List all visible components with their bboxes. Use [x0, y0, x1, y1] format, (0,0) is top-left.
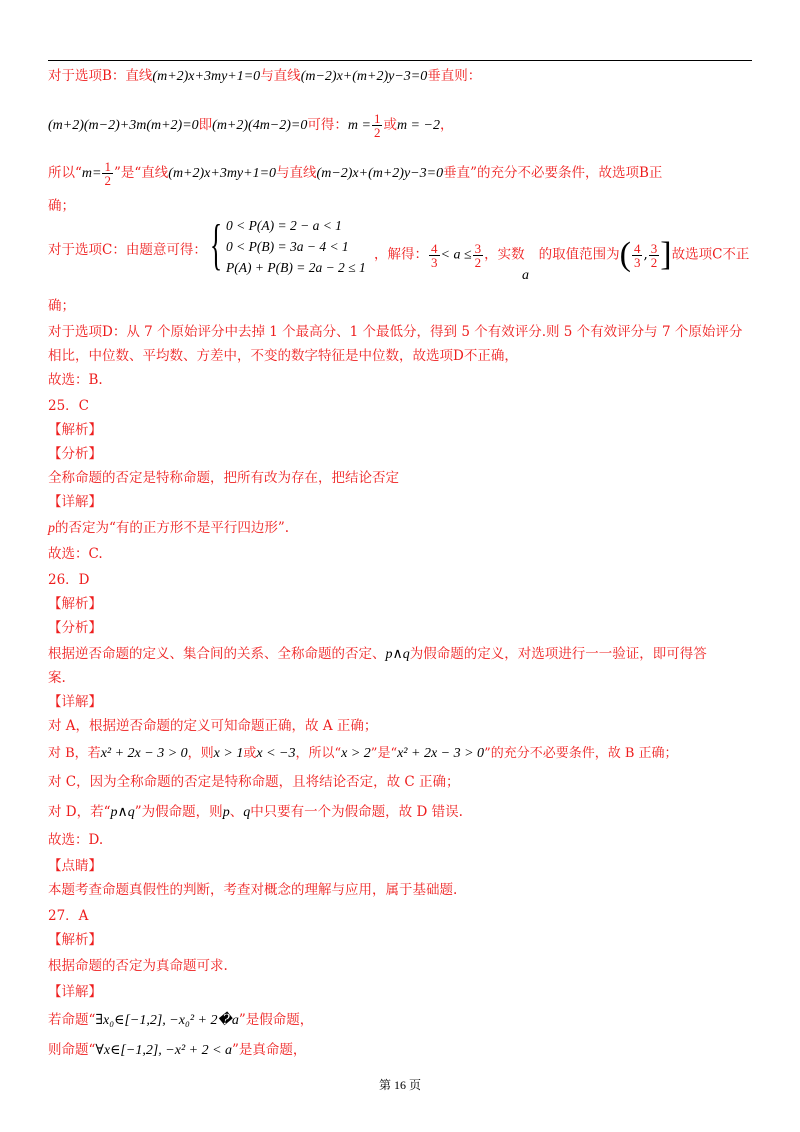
q26-b3: 或 [243, 746, 257, 761]
math-b-x1: x > 1 [213, 746, 244, 761]
ineq-row-3: P(A) + P(B) = 2a − 2 ≤ 1 [226, 260, 366, 275]
q26-b4: ，所以“ [295, 746, 342, 761]
q27-l2a: 则命题“ [48, 1042, 96, 1058]
q25-xiangjie: 【详解】 [48, 494, 102, 510]
text-kede: 可得： [307, 117, 348, 133]
text-huo: 或 [383, 117, 397, 133]
ineq-row-2: 0 < P(B) = 3a − 4 < 1 [226, 239, 349, 254]
math-m-neg2: m = −2 [396, 118, 440, 133]
q27-jiexi: 【解析】 [48, 932, 102, 948]
fraction-lo-2 [632, 242, 643, 269]
page-footer: 第 16 页 [378, 1078, 421, 1092]
right-bracket: ] [660, 236, 672, 273]
q26-option-a: 对 A，根据逆否命题的定义可知命题正确，故 A 正确； [48, 718, 378, 734]
q25-detail: 的否定为“有的正方形不是平行四边形”. [55, 520, 290, 536]
text-shishu: ，实数 [484, 246, 525, 263]
math-m-eq2: m= [81, 166, 102, 181]
math-b-x2: x < −3 [256, 746, 296, 761]
q27-l1b: ”是假命题， [238, 1012, 314, 1028]
q27-xiangjie: 【详解】 [48, 984, 102, 1000]
fraction-half [372, 112, 383, 139]
frac-num: 1 [373, 111, 381, 126]
frac-den: 2 [474, 254, 482, 270]
math-q27-l1: ∃x₀∈[−1,2], −x₀² + 2�a [95, 1013, 239, 1028]
math-b-ineq2: x² + 2x − 3 > 0 [397, 746, 485, 761]
optC-intro: 对于选项C：由题意可得： [48, 242, 207, 258]
math-d-p: p [222, 805, 230, 820]
math-line1: (m+2)x+3my+1=0 [152, 69, 261, 84]
optD-line-2: 相比，中位数、平均数、方差中，不变的数字特征是中位数，故选项D不正确， [48, 348, 518, 364]
optB-with: 与直线 [260, 68, 301, 84]
q25-fenxi: 【分析】 [48, 446, 102, 462]
optC-line-2 [48, 296, 752, 316]
q27-line-2 [48, 1040, 752, 1061]
text-suoyi: 所以“ [48, 165, 82, 181]
text-conclusion2: 确； [48, 198, 75, 214]
q27-line-1 [48, 1010, 752, 1031]
math-d-q: q [243, 805, 251, 820]
q26-option-d [48, 802, 752, 823]
q26-fenxi-b: 为假命题的定义，对选项进行一一验证，即可得答 [409, 646, 707, 662]
math-pq: p∧q [385, 647, 410, 662]
math-m-eq: m = [347, 118, 371, 133]
q26-option-c: 对 C，因为全称命题的否定是特称命题，且将结论否定，故 C 正确； [48, 774, 460, 790]
q26-jiexi: 【解析】 [48, 596, 102, 612]
optB-line-2 [48, 112, 752, 139]
optB-line-3 [48, 160, 752, 187]
math-q27-l2: ∀x∈[−1,2], −x² + 2 < a [95, 1043, 233, 1058]
math-line2: (m−2)x+(m+2)y−3=0 [300, 69, 428, 84]
math-line1b: (m+2)x+3my+1=0 [168, 166, 277, 181]
math-p: p [48, 521, 55, 536]
system-of-inequalities [210, 216, 370, 280]
math-ineq: < a ≤ [440, 247, 472, 263]
text-conclusion: 垂直”的充分不必要条件，故选项B正 [443, 165, 663, 181]
q26-dianjing-text: 本题考查命题真假性的判断，考查对概念的理解与应用，属于基础题. [48, 882, 458, 898]
frac-num: 4 [633, 240, 641, 256]
q27-l1a: 若命题“ [48, 1012, 96, 1028]
fraction-lo [429, 242, 440, 269]
q27-jiexi-text: 根据命题的否定为真命题可求. [48, 958, 228, 974]
q25-answer: 故选：C. [48, 546, 103, 562]
optD-answer: 故选：B. [48, 372, 103, 388]
math-eq1: (m+2)(m−2)+3m(m+2)=0 [48, 118, 199, 133]
text-sep: , [643, 246, 648, 263]
math-line2b: (m−2)x+(m+2)y−3=0 [316, 166, 444, 181]
q26-option-b [48, 744, 752, 764]
frac-den: 2 [650, 254, 658, 270]
text-ji: 即 [198, 117, 213, 133]
q26-d4: 中只要有一个为假命题，故 D 错误. [250, 804, 463, 820]
math-d-pq: p∧q [110, 805, 135, 820]
q26-d1: 对 D，若“ [48, 804, 111, 820]
frac-den: 2 [104, 173, 111, 188]
fraction-half-2 [102, 160, 113, 187]
q26-fenxi-line [48, 644, 752, 665]
text-tail2: 确； [48, 298, 75, 314]
text-shi: ”是“直线 [113, 165, 169, 181]
text-with2: 与直线 [276, 165, 317, 181]
optB-line-1 [48, 66, 752, 87]
ineq-row-1: 0 < P(A) = 2 − a < 1 [226, 218, 342, 233]
left-bracket: ( [619, 236, 631, 273]
q26-b2: ，则 [187, 746, 214, 761]
math-eq2: (m+2)(4m−2)=0 [212, 118, 308, 133]
q26-number: 26．D [48, 572, 90, 588]
frac-num: 4 [431, 240, 438, 256]
frac-den: 3 [633, 254, 641, 270]
q26-d2: ”为假命题，则 [134, 804, 223, 820]
text-range: 的取值范围为 [538, 246, 620, 263]
left-brace: { [210, 214, 223, 276]
fraction-hi-2 [649, 242, 660, 269]
q27-l2b: ”是真命题， [232, 1042, 307, 1058]
frac-num: 3 [650, 240, 658, 256]
math-var-a: a [522, 268, 529, 283]
q26-b6: ”的充分不必要条件，故 B 正确； [484, 746, 678, 761]
frac-den: 3 [431, 254, 438, 270]
optD-line-1: 对于选项D：从 7 个原始评分中去掉 1 个最高分、1 个最低分，得到 5 个有效评分.则 5 个有效评分与 7 个原始评分 [48, 324, 743, 340]
q26-answer: 故选：D. [48, 832, 104, 848]
text-jiede: ，解得： [374, 246, 428, 263]
q26-dianjing: 【点睛】 [48, 858, 102, 874]
q25-number: 25．C [48, 398, 90, 414]
header-rule [48, 60, 752, 61]
q26-b5: ”是“ [370, 746, 398, 761]
q25-fenxi-text: 全称命题的否定是特称命题，把所有改为存在，把结论否定 [48, 470, 399, 486]
q26-xiangjie: 【详解】 [48, 694, 102, 710]
q25-jiexi: 【解析】 [48, 422, 102, 438]
q25-detail-line [48, 518, 752, 539]
optC-line-1b [374, 236, 754, 273]
q27-number: 27．A [48, 908, 89, 924]
q26-d3: 、 [229, 804, 244, 820]
q26-fenxi: 【分析】 [48, 620, 102, 636]
text-comma: ， [439, 117, 454, 133]
optB-line-4 [48, 196, 752, 216]
frac-num: 3 [474, 240, 482, 256]
optB-intro: 对于选项B：直线 [48, 68, 153, 84]
math-b-x3: x > 2 [341, 746, 371, 761]
optB-perp: 垂直则： [427, 68, 482, 84]
q26-fenxi-a: 根据逆否命题的定义、集合间的关系、全称命题的否定、 [48, 646, 386, 662]
q26-fenxi-c: 案. [48, 670, 66, 686]
text-tail: 故选项C不正 [671, 246, 750, 263]
frac-num: 1 [104, 159, 111, 174]
fraction-hi [473, 242, 484, 269]
frac-den: 2 [373, 125, 381, 140]
q26-b1: 对 B，若 [48, 746, 101, 761]
math-b-ineq: x² + 2x − 3 > 0 [100, 746, 188, 761]
